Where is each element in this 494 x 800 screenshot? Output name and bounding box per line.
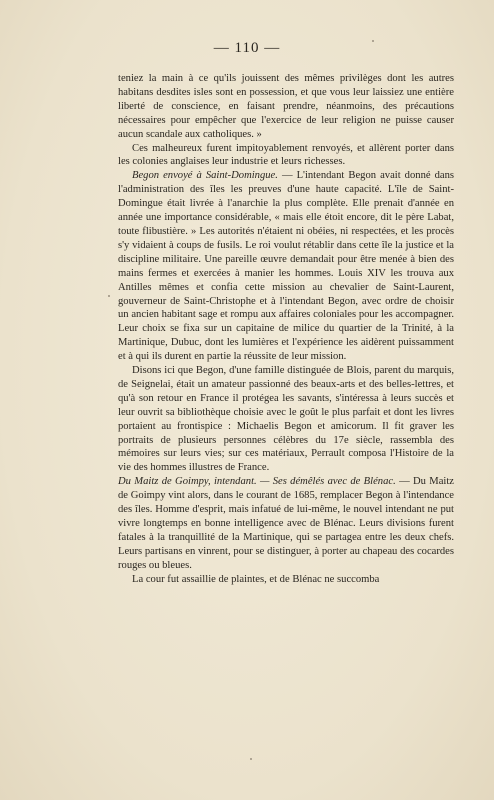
paragraph	[118, 142, 454, 170]
paragraph	[118, 364, 454, 475]
paragraph-text: — Du Maitz de Goimpy vint alors, dans le courant de 1685, remplacer Begon à l'intendance des îles. Homme d'esprit, mais infatué de lui-même, le nouvel intendant ne put vivre longtemps en bonne intelligence avec de Blénac. Leurs divisions furent fatales à la tranquillité de la Martinique, qui se partagea entre les deux chefs. Leurs partisans en vinrent, pour se distinguer, à porter au chapeau des cocardes rouges ou bleues.	[118, 476, 454, 571]
page-number: — 110 —	[213, 40, 281, 56]
paper-speck	[372, 40, 374, 42]
paper-speck	[108, 295, 110, 297]
paragraph-text: La cour fut assaillie de plaintes, et de Blénac ne succomba	[132, 573, 380, 585]
section-heading: Du Maitz de Goimpy, intendant. — Ses démêlés avec de Blénac.	[118, 476, 396, 488]
paragraph	[118, 475, 454, 572]
body-text	[118, 72, 454, 587]
section-heading: Begon envoyé à Saint-Domingue.	[132, 170, 278, 182]
paragraph	[118, 573, 454, 587]
paper-speck	[250, 758, 252, 760]
paragraph-text: teniez la main à ce qu'ils jouissent des mêmes privilèges dont les autres habitans desdites isles sont en possession, et que vous leur laissiez une entière liberté de conscience, en faisant prendre, néanmoins, des précautions nécessaires pour empêcher que l'exercice de leur religion ne puisse causer aucun scandale aux catholiques. »	[118, 73, 454, 140]
paragraph-text: — L'intendant Begon avait donné dans l'administration des îles les preuves d'une haute capacité. L'île de Saint-Domingue était livrée à l'anarchie la plus complète. Elle prenait d'année en année une importance considérable, « mais elle étoit encore, dit le père Labat, toute flibustière. » Les autorités n'étaient ni obéies, ni respectées, et les procès s'y vidaient à coups de fusils. Le roi voulut rétablir dans cette île la justice et la discipline militaire. Une pareille œuvre demandait pour être menée à bien des mains fermes et exercées à manier les hommes. Louis XIV les trouva aux Antilles mêmes et confia cette mission au chevalier de Saint-Laurent, gouverneur de Saint-Christophe et à l'intendant Begon, avec ordre de choisir un ancien habitant sage et rompu aux affaires coloniales pour les accompagner. Leur choix se fixa sur un capitaine de milice du quartier de la Trinité, à la Martinique, Dubuc, dont les lumières et l'expérience les aidèrent puissamment et à qui ils durent en partie la réussite de leur mission.	[118, 170, 455, 363]
paragraph	[118, 72, 454, 142]
paragraph-text: Disons ici que Begon, d'une famille distinguée de Blois, parent du marquis, de Seignelai, était un amateur passionné des beaux-arts et des belles-lettres, et qu'à son retour en France il protégea les savants, s'intéressa à leurs succès et leur ouvrit sa bibliothèque choisie avec le goût le plus parfait et dont les livres portaient au frontispice : Michaelis Begon et amicorum. Il fit graver les portraits de plusieurs personnes célèbres du 17e siècle, rassembla des mémoires sur leurs vies; sur ces matériaux, Perrault composa l'Histoire de la vie des hommes illustres de France.	[118, 365, 454, 474]
paragraph-text: Ces malheureux furent impitoyablement renvoyés, et allèrent porter dans les colonies anglaises leur industrie et leurs richesses.	[118, 142, 454, 168]
paragraph	[118, 169, 454, 364]
